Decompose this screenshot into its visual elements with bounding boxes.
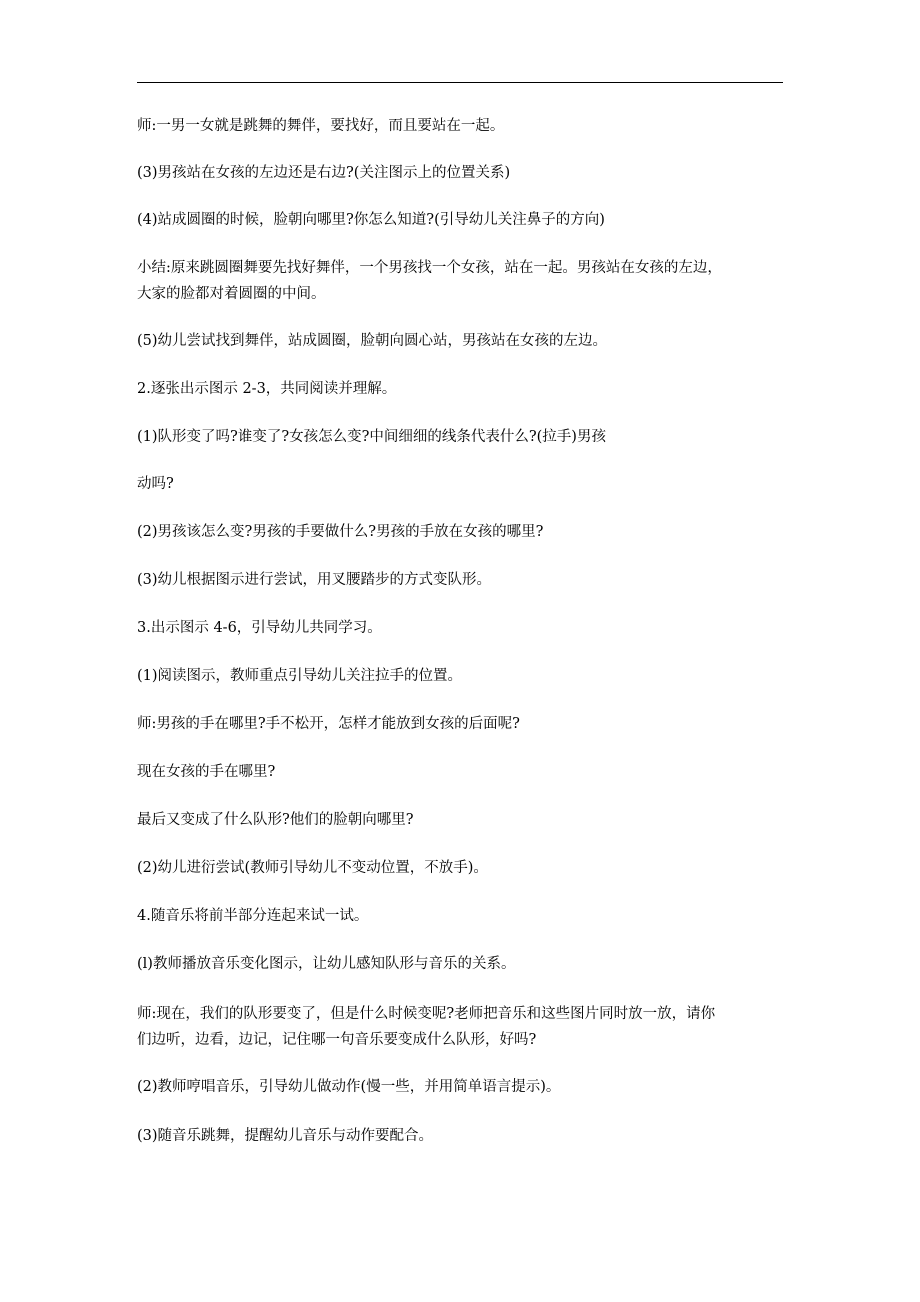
paragraph-line: 大家的脸都对着圆圈的中间。 [137,286,326,302]
paragraph-line: 师:男孩的手在哪里?手不松开，怎样才能放到女孩的后面呢? [137,716,520,732]
paragraph-line: (2)幼儿进衍尝试(教师引导幼儿不变动位置，不放手)。 [137,860,488,876]
paragraph-line: 师:一男一女就是跳舞的舞伴，要找好，而且要站在一起。 [137,118,505,134]
paragraph-line: 2.逐张出示图示 2-3，共同阅读并理解。 [137,381,397,397]
paragraph-line: 现在女孩的手在哪里? [137,764,276,780]
paragraph-line: 4.随音乐将前半部分连起来试一试。 [137,908,369,924]
paragraph-line: (1)队形变了吗?谁变了?女孩怎么变?中间细细的线条代表什么?(拉手)男孩 [137,429,606,445]
paragraph-line: 师:现在，我们的队形要变了，但是什么时候变呢?老师把音乐和这些图片同时放一放，请你 [137,1006,716,1022]
paragraph-line: 最后又变成了什么队形?他们的脸朝向哪里? [137,812,414,828]
paragraph-line: (3)幼儿根据图示进行尝试，用叉腰踏步的方式变队形。 [137,572,492,588]
paragraph-line: 3.出示图示 4-6，引导幼儿共同学习。 [137,620,382,636]
paragraph-line: (3)男孩站在女孩的左边还是右边?(关注图示上的位置关系) [137,165,511,181]
paragraph-line: (3)随音乐跳舞，提醒幼儿音乐与动作要配合。 [137,1128,434,1144]
paragraph-line: (5)幼儿尝试找到舞伴，站成圆圈，脸朝向圆心站，男孩站在女孩的左边。 [137,333,608,349]
paragraph-line: (2)教师哼唱音乐，引导幼儿做动作(慢一些，并用简单语言提示)。 [137,1079,561,1095]
paragraph-line: 小结:原来跳圆圈舞要先找好舞伴，一个男孩找一个女孩，站在一起。男孩站在女孩的左边， [137,260,722,276]
paragraph-line: (2)男孩该怎么变?男孩的手要做什么?男孩的手放在女孩的哪里? [137,524,544,540]
paragraph-line: 们边听，边看，边记，记住哪一句音乐要变成什么队形，好吗? [137,1032,537,1048]
paragraph-line: (4)站成圆圈的时候，脸朝向哪里?你怎么知道?(引导幼儿关注鼻子的方向) [137,212,605,228]
paragraph-line: 动吗? [137,476,174,492]
header-rule [137,82,783,83]
paragraph-line: (1)阅读图示，教师重点引导幼儿关注拉手的位置。 [137,668,463,684]
paragraph-line: (l)教师播放音乐变化图示，让幼儿感知队形与音乐的关系。 [137,956,516,972]
